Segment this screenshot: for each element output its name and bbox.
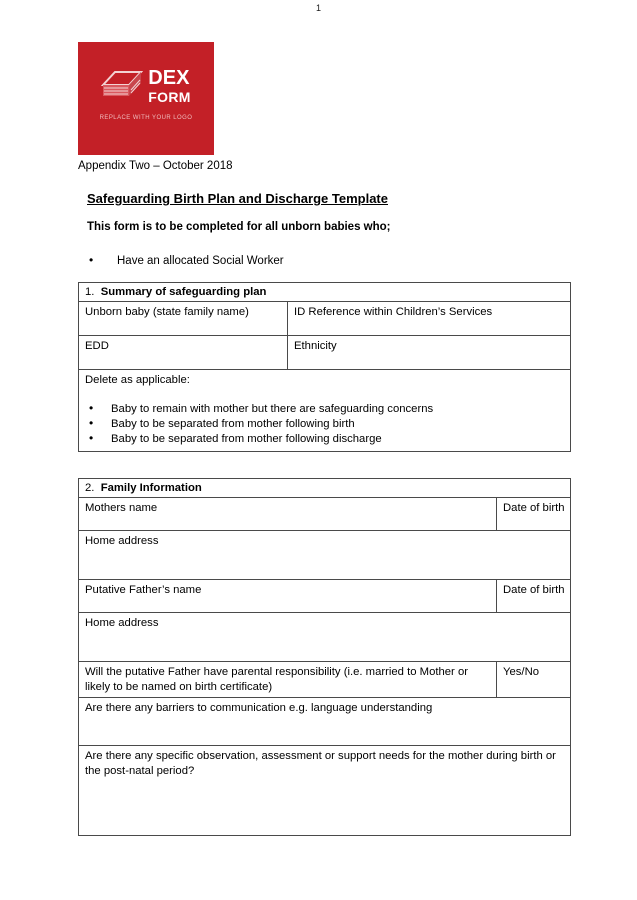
section-2-heading: Family Information	[100, 482, 202, 494]
mothers-name-field[interactable]: Mothers name	[79, 498, 497, 531]
list-item: • Have an allocated Social Worker	[88, 253, 558, 269]
section-1-heading-cell	[79, 283, 571, 302]
table-row	[79, 698, 571, 746]
fathers-home-address-field[interactable]: Home address	[79, 613, 571, 662]
delete-as-applicable-label: Delete as applicable:	[85, 374, 190, 386]
summary-of-safeguarding-plan-table	[78, 282, 571, 452]
logo-name-line-2: FORM	[148, 89, 191, 105]
specific-needs-field[interactable]: Are there any specific observation, assessment or support needs for the mother during birth or the post-natal period?	[79, 746, 571, 836]
parental-responsibility-answer[interactable]: Yes/No	[497, 662, 571, 698]
mothers-home-address-field[interactable]: Home address	[79, 531, 571, 580]
id-reference-field[interactable]: ID Reference within Children’s Services	[288, 302, 571, 336]
communication-barriers-field[interactable]: Are there any barriers to communication e.g. language understanding	[79, 698, 571, 746]
table-row	[79, 662, 571, 698]
section-1-heading: Summary of safeguarding plan	[100, 286, 267, 298]
logo-mark-row	[101, 68, 190, 104]
putative-fathers-name-field[interactable]: Putative Father’s name	[79, 580, 497, 613]
stacked-paper-box-icon	[101, 68, 143, 104]
list-item[interactable]: • Baby to be separated from mother following discharge	[85, 432, 565, 447]
list-item[interactable]: • Baby to remain with mother but there are safeguarding concerns	[85, 402, 565, 417]
table-row	[79, 336, 571, 370]
list-item[interactable]: • Baby to be separated from mother following birth	[85, 417, 565, 432]
delete-as-applicable-cell[interactable]	[79, 370, 571, 452]
table-row	[79, 479, 571, 498]
section-1-number: 1.	[85, 286, 95, 298]
mothers-date-of-birth-field[interactable]: Date of birth	[497, 498, 571, 531]
table-row	[79, 283, 571, 302]
unborn-baby-field[interactable]: Unborn baby (state family name)	[79, 302, 288, 336]
appendix-line: Appendix Two – October 2018	[78, 160, 233, 172]
delete-options-list	[85, 402, 565, 447]
table-row	[79, 580, 571, 613]
intro-bullet-list	[88, 253, 558, 269]
table-row	[79, 302, 571, 336]
edd-field[interactable]: EDD	[79, 336, 288, 370]
table-row	[79, 370, 571, 452]
page-number: 1	[315, 3, 321, 13]
table-row	[79, 531, 571, 580]
section-2-heading-cell	[79, 479, 571, 498]
table-row	[79, 613, 571, 662]
section-2-number: 2.	[85, 482, 95, 494]
table-row	[79, 746, 571, 836]
table-row	[79, 498, 571, 531]
form-subtitle: This form is to be completed for all unborn babies who;	[87, 221, 391, 233]
ethnicity-field[interactable]: Ethnicity	[288, 336, 571, 370]
dexform-logo	[78, 42, 214, 155]
parental-responsibility-question[interactable]: Will the putative Father have parental responsibility (i.e. married to Mother or likely to be named on birth certificate)	[79, 662, 497, 698]
family-information-table	[78, 478, 571, 836]
fathers-date-of-birth-field[interactable]: Date of birth	[497, 580, 571, 613]
logo-wordmark	[148, 68, 190, 104]
logo-tagline: REPLACE WITH YOUR LOGO	[99, 115, 193, 121]
logo-name-line-1: DEX	[148, 67, 190, 89]
page-title: Safeguarding Birth Plan and Discharge Template	[87, 191, 388, 206]
logo-content	[78, 68, 214, 121]
